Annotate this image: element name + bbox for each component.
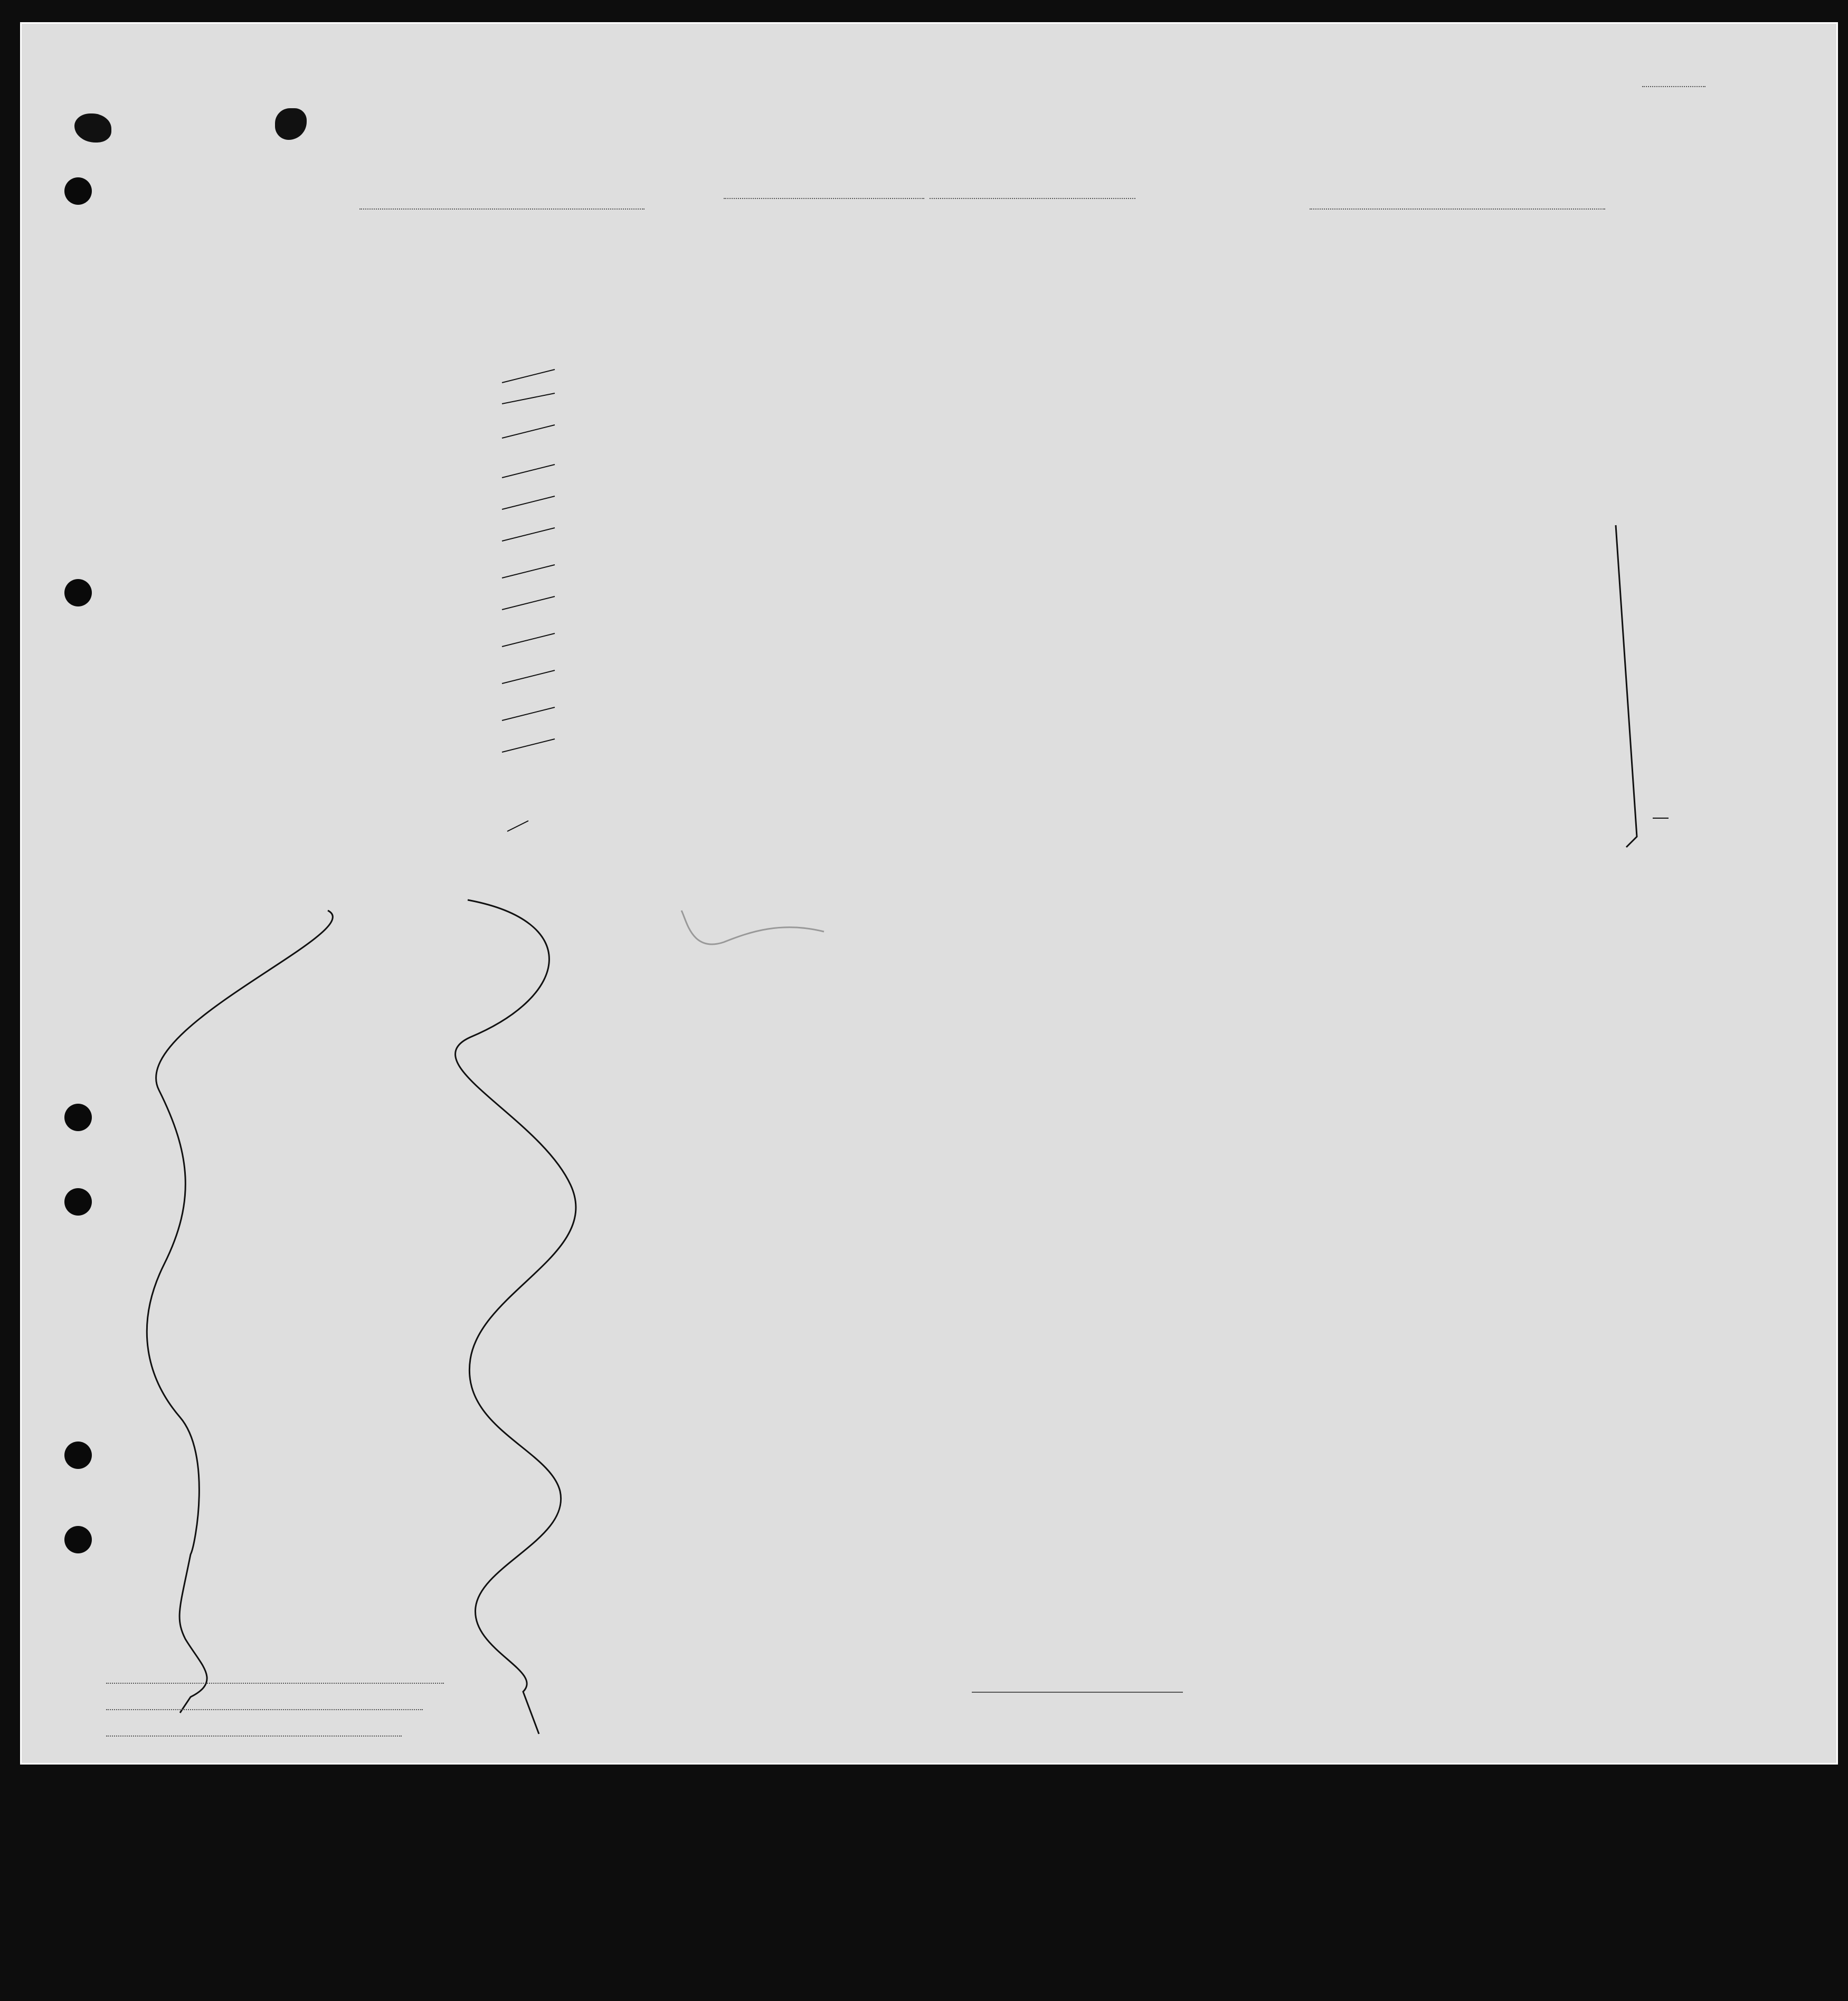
- owners-field[interactable]: [106, 1709, 423, 1710]
- footer-agents: [101, 1726, 402, 1740]
- binder-hole: [64, 1442, 92, 1469]
- void-squiggle-1: [147, 911, 333, 1713]
- inspector-signature-line[interactable]: [972, 1671, 1183, 1693]
- agents-field[interactable]: [106, 1736, 402, 1737]
- footer-line: [101, 1673, 444, 1687]
- binder-hole: [64, 1526, 92, 1553]
- binder-hole: [64, 579, 92, 606]
- pen-marks: [22, 24, 1836, 1763]
- line-field[interactable]: [106, 1683, 444, 1684]
- bracket-line: [1616, 525, 1637, 847]
- void-squiggle-2: [456, 900, 576, 1734]
- binder-hole: [64, 1188, 92, 1216]
- binder-hole: [64, 1104, 92, 1131]
- inspector-scribble: [681, 911, 824, 944]
- manifest-sheet: [20, 22, 1838, 1765]
- tick-marks: [502, 369, 555, 831]
- footer-owners: [101, 1700, 423, 1714]
- binder-hole: [64, 177, 92, 205]
